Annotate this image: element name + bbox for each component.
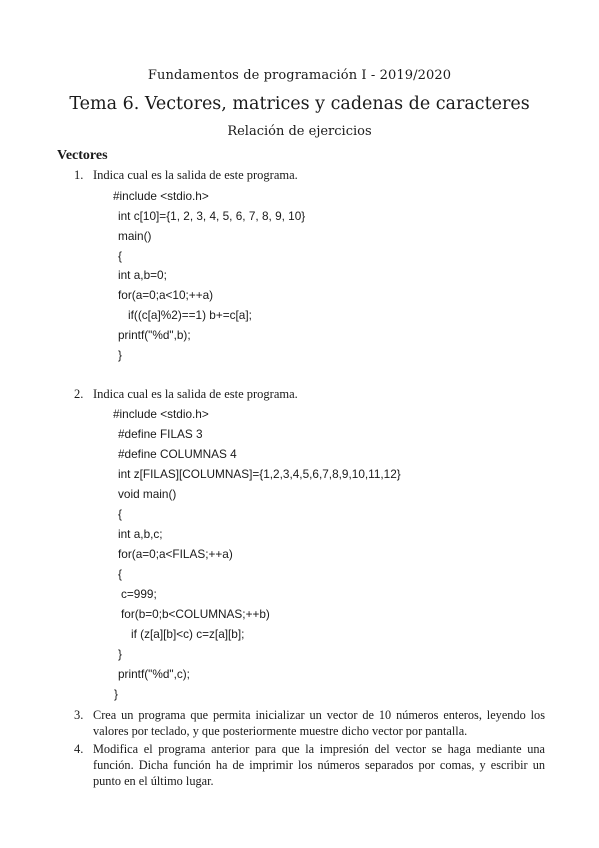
code-line: int a,b,c;	[118, 527, 163, 541]
exercise-text: Crea un programa que permita inicializar un vector de 10 números enteros, leyendo los valores por teclado, y que posteriormente muestre dicho vector por pantalla.	[93, 708, 545, 738]
code-line: int a,b=0;	[118, 268, 167, 282]
code-line: if((c[a]%2)==1) b+=c[a];	[128, 308, 252, 322]
exercise-number: 2.	[74, 387, 84, 401]
code-line: }	[118, 348, 122, 362]
topic-title: Tema 6. Vectores, matrices y cadenas de caracteres	[69, 94, 530, 114]
code-line: }	[114, 687, 118, 701]
code-line: {	[118, 249, 122, 263]
exercise-text: Modifica el programa anterior para que la impresión del vector se haga mediante una función. Dicha función ha de imprimir los números separados por comas, y escribir un punto en el último lugar.	[93, 742, 545, 788]
code-line: int c[10]={1, 2, 3, 4, 5, 6, 7, 8, 9, 10}	[118, 209, 306, 223]
code-line: void main()	[118, 487, 177, 501]
code-line: {	[118, 567, 122, 581]
code-line: #define FILAS 3	[118, 427, 203, 441]
code-line: {	[118, 507, 122, 521]
exercise-number: 3.	[74, 708, 84, 722]
code-line: #define COLUMNAS 4	[118, 447, 237, 461]
code-line: for(a=0;a<FILAS;++a)	[118, 547, 233, 561]
exercise-list-label: Relación de ejercicios	[227, 124, 372, 139]
exercise-number: 4.	[74, 742, 84, 756]
exercise-text: Indica cual es la salida de este programa.	[93, 387, 298, 401]
exercise-number: 1.	[74, 168, 84, 182]
code-line: for(b=0;b<COLUMNAS;++b)	[121, 607, 270, 621]
code-line: printf("%d",b);	[118, 328, 191, 342]
code-line: c=999;	[121, 587, 157, 601]
course-title: Fundamentos de programación I - 2019/2020	[147, 68, 452, 83]
exercise-text: Indica cual es la salida de este programa.	[93, 168, 298, 182]
code-line: main()	[118, 229, 152, 243]
code-line: #include <stdio.h>	[113, 189, 209, 203]
code-line: #include <stdio.h>	[113, 407, 209, 421]
code-line: if (z[a][b]<c) c=z[a][b];	[131, 627, 245, 641]
code-line: int z[FILAS][COLUMNAS]={1,2,3,4,5,6,7,8,9,10,11,12}	[118, 467, 401, 481]
code-line: for(a=0;a<10;++a)	[118, 288, 214, 302]
code-line: }	[118, 647, 122, 661]
section-heading: Vectores	[57, 148, 108, 163]
code-line: printf("%d",c);	[118, 667, 190, 681]
